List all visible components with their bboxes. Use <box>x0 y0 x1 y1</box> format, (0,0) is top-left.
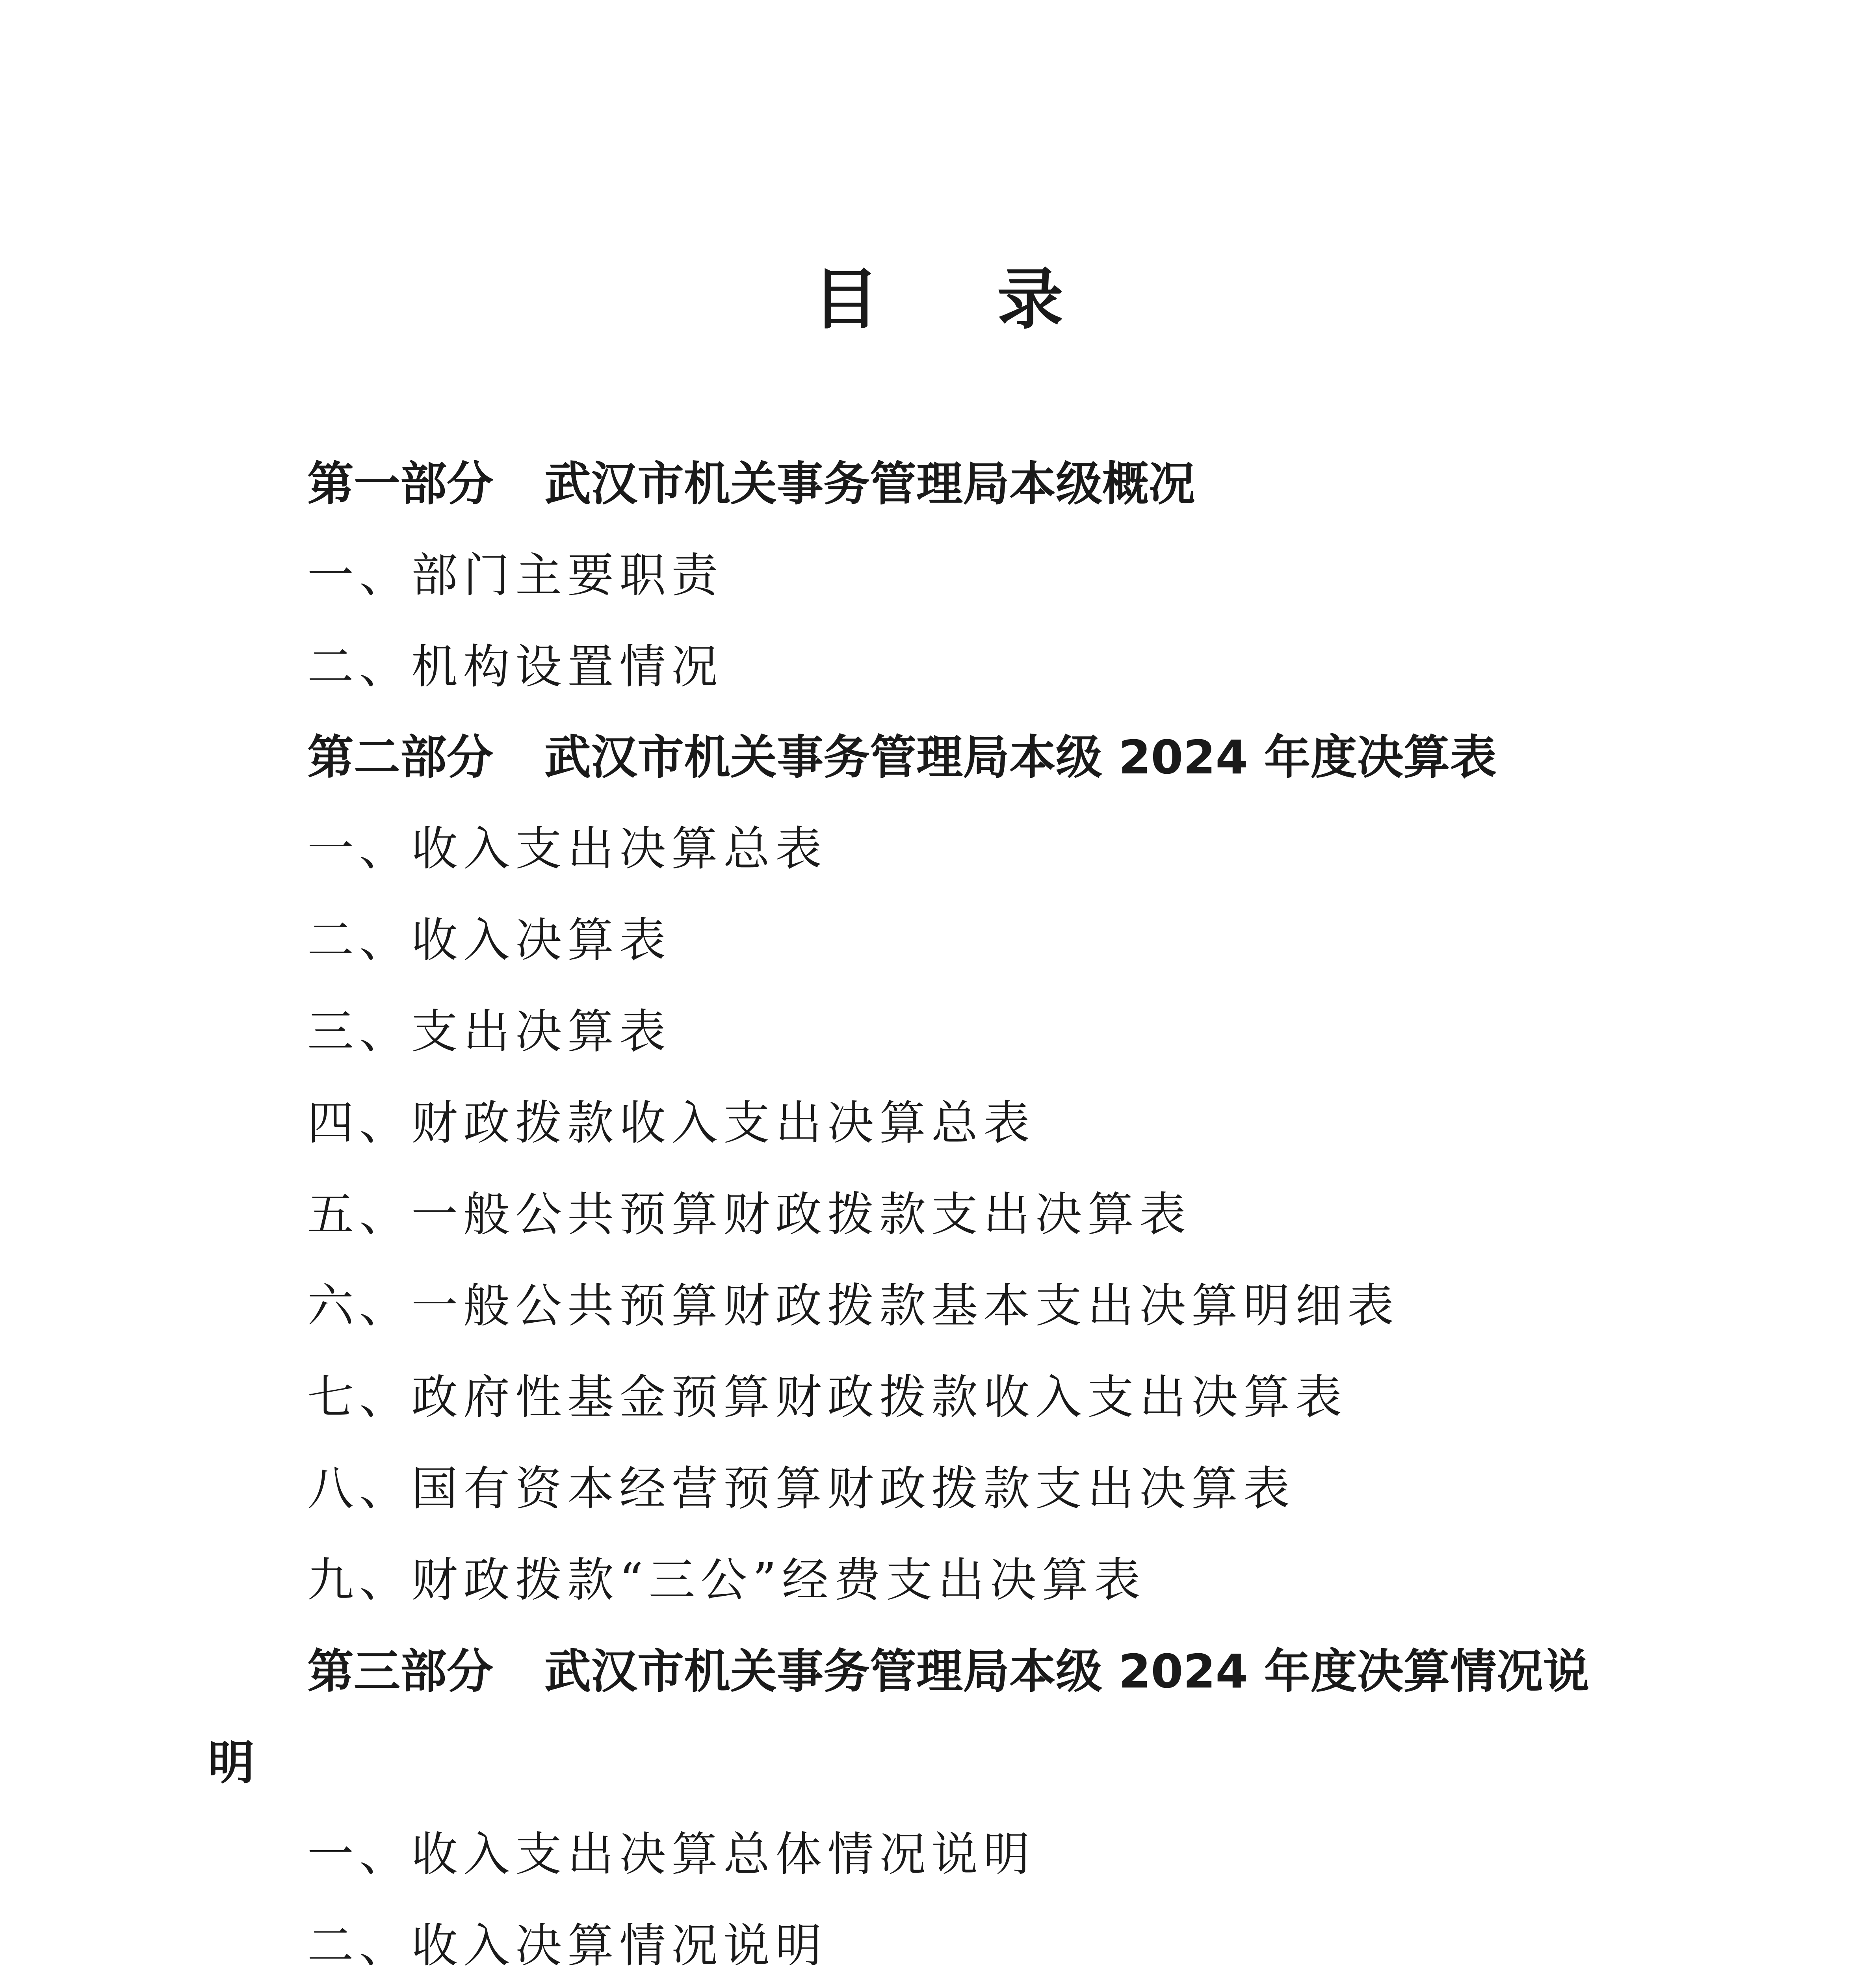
toc-item[interactable]: 七、政府性基金预算财政拨款收入支出决算表 <box>307 1370 1348 1424</box>
toc-item[interactable]: 二、收入决算表 <box>307 913 672 967</box>
toc-part-2[interactable] <box>307 726 1497 789</box>
toc-item[interactable]: 四、财政拨款收入支出决算总表 <box>307 1096 1036 1150</box>
toc-part-3-title: 武汉市机关事务管理局本级 2024 年度决算情况说 <box>544 1644 1590 1699</box>
toc-item[interactable]: 三、支出决算表 <box>307 1004 672 1059</box>
toc-item[interactable]: 一、部门主要职责 <box>307 548 724 602</box>
toc-item[interactable]: 一、收入支出决算总体情况说明 <box>307 1827 1036 1881</box>
toc-item[interactable]: 六、一般公共预算财政拨款基本支出决算明细表 <box>307 1279 1400 1333</box>
toc-part-2-title: 武汉市机关事务管理局本级 2024 年度决算表 <box>544 730 1497 784</box>
toc-part-2-label: 第二部分 <box>307 730 494 784</box>
toc-part-1-label: 第一部分 <box>307 457 494 511</box>
toc-part-3-title-continued[interactable]: 明 <box>208 1736 255 1790</box>
toc-part-1[interactable] <box>307 452 1195 515</box>
title-char-1: 目 <box>813 261 879 338</box>
toc-item[interactable]: 二、机构设置情况 <box>307 639 724 694</box>
toc-item[interactable]: 五、一般公共预算财政拨款支出决算表 <box>307 1187 1192 1241</box>
toc-item[interactable]: 二、收入决算情况说明 <box>307 1918 828 1970</box>
toc-item[interactable]: 八、国有资本经营预算财政拨款支出决算表 <box>307 1461 1296 1516</box>
toc-item[interactable]: 一、收入支出决算总表 <box>307 821 828 876</box>
toc-part-3-label: 第三部分 <box>307 1644 494 1699</box>
toc-part-1-title: 武汉市机关事务管理局本级概况 <box>544 457 1196 511</box>
title-char-2: 录 <box>997 261 1063 338</box>
toc-item[interactable]: 九、财政拨款“三公”经费支出决算表 <box>307 1553 1146 1607</box>
toc-part-3[interactable] <box>307 1640 1590 1703</box>
